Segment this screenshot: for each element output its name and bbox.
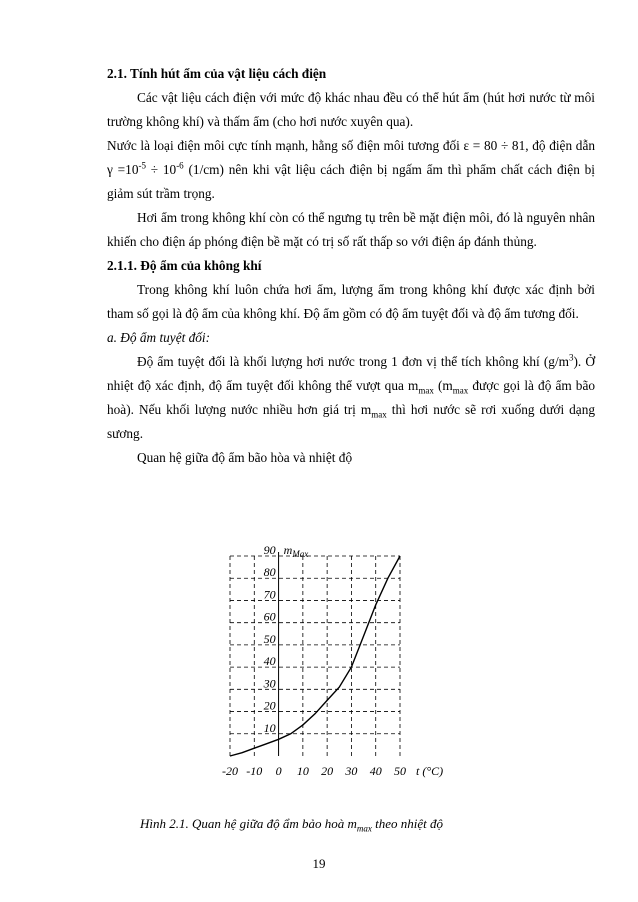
subsection-paragraph-1: Trong không khí luôn chứa hơi ẩm, lượng ẩm trong không khí được xác định bởi tham số gọi là độ ẩm của không khí. Độ ẩm gồm có độ ẩm tuyệt đối và độ ẩm tương đối. xyxy=(107,282,595,321)
y-tick-label: 60 xyxy=(263,609,276,624)
y-tick-label: 50 xyxy=(263,631,276,646)
page-number: 19 xyxy=(312,856,326,871)
y-tick-label: 30 xyxy=(263,676,276,691)
section-paragraph-3: Hơi ẩm trong không khí còn có thể ngưng tụ trên bề mặt điện môi, đó là nguyên nhân khiến cho điện áp phóng điện bề mặt có trị số rất thấp so với điện áp đánh thủng. xyxy=(107,210,595,249)
figure-caption: Hình 2.1. Quan hệ giữa độ ẩm bảo hoà $m_{max}$ theo nhiệt độ xyxy=(140,816,444,834)
subsection-paragraph-2: Độ ẩm tuyệt đối là khối lượng hơi nước trong 1 đơn vị thể tích không khí $(g/m^3)$. Ở nhiệt độ xác định, độ ẩm tuyệt đối không thể vượt qua $m_{max}$ ($m_{max}$ được gọi là độ ẩm bão hoà). Nếu khối lượng nước nhiều hơn giá trị $m_{max}$ thì hơi nước sẽ rơi xuống dưới dạng sương. xyxy=(107,352,596,441)
subsection-heading: 2.1.1. Độ ẩm của không khí xyxy=(107,258,262,273)
saturation-humidity-chart xyxy=(200,528,470,788)
y-axis-label: $m_{Max}$ xyxy=(283,543,309,559)
x-tick-label: 50 xyxy=(394,764,406,778)
y-tick-label: 70 xyxy=(263,587,276,602)
x-tick-label: -20 xyxy=(222,764,238,778)
x-tick-label: -10 xyxy=(246,764,263,778)
x-tick-label: 0 xyxy=(275,764,282,778)
section-paragraph-2: Nước là loại điện môi cực tính mạnh, hằng số điện môi tương đối ε = 80 ÷ 81, độ điện dẫn $\gamma =10^{-5} \div 10^{-6}$ (1/cm) nên khi vật liệu cách điện bị ngấm ẩm thì phẩm chất cách điện bị giảm sút trầm trọng. xyxy=(107,138,595,201)
x-tick-label: 20 xyxy=(321,764,334,778)
y-tick-label: 10 xyxy=(263,720,276,735)
y-tick-label: 80 xyxy=(263,565,276,580)
x-tick-label: 30 xyxy=(345,764,358,778)
section-heading: 2.1. Tính hút ẩm của vật liệu cách điện xyxy=(107,66,327,81)
item-a-heading: a. Độ ẩm tuyệt đối: xyxy=(107,330,211,345)
section-paragraph-1: Các vật liệu cách điện với mức độ khác nhau đều có thể hút ẩm (hút hơi nước từ môi trường không khí) và thấm ẩm (cho hơi nước xuyên qua). xyxy=(107,90,595,129)
x-tick-label: 10 xyxy=(296,764,309,778)
saturation-curve xyxy=(230,556,400,756)
body-text xyxy=(107,62,595,470)
x-tick-label: 40 xyxy=(369,764,382,778)
y-tick-label: 90 xyxy=(263,543,276,557)
y-tick-label: 20 xyxy=(263,698,276,713)
x-axis-label: t (°C) xyxy=(416,764,444,778)
subsection-paragraph-3: Quan hệ giữa độ ẩm bão hòa và nhiệt độ xyxy=(137,450,353,465)
y-tick-label: 40 xyxy=(263,654,276,669)
